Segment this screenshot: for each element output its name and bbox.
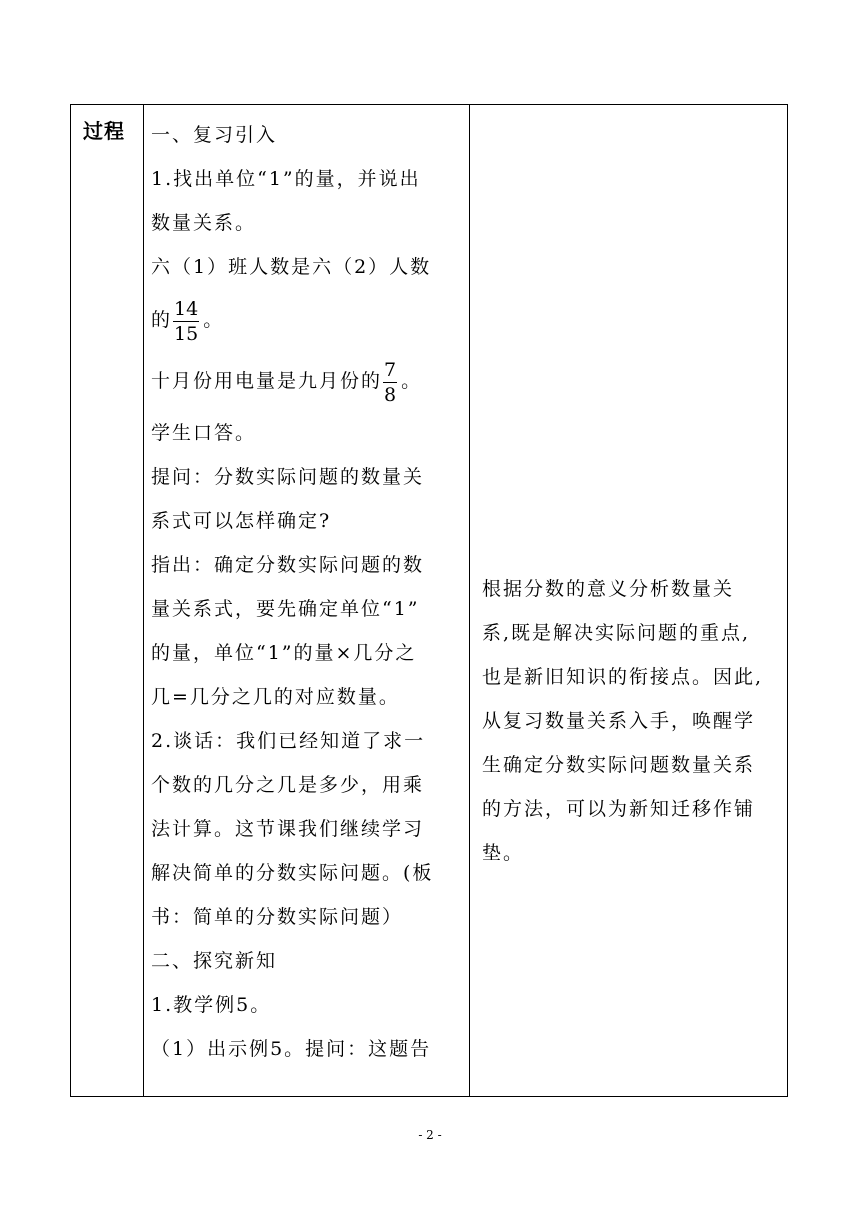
process-line: 学生口答。 bbox=[151, 422, 257, 444]
design-note-line: 根据分数的意义分析数量关 bbox=[482, 578, 735, 600]
process-line: 指出：确定分数实际问题的数 bbox=[151, 554, 425, 576]
process-line: 量关系式，要先确定单位“1” bbox=[151, 598, 420, 620]
lesson-plan-table bbox=[70, 104, 788, 1097]
process-line: 数量关系。 bbox=[151, 212, 257, 234]
process-line: 法计算。这节课我们继续学习 bbox=[151, 818, 425, 840]
process-line: 系式可以怎样确定? bbox=[151, 510, 332, 532]
process-line: （1）出示例5。提问：这题告 bbox=[151, 1038, 432, 1060]
fraction-numerator: 14 bbox=[174, 297, 199, 320]
process-line: 二、探究新知 bbox=[151, 950, 278, 972]
process-line: 1.教学例5。 bbox=[151, 994, 272, 1016]
design-note-line: 生确定分数实际问题数量关系 bbox=[482, 754, 756, 776]
process-line: 个数的几分之几是多少，用乘 bbox=[151, 774, 425, 796]
fraction bbox=[383, 358, 397, 407]
process-cell bbox=[144, 105, 470, 1097]
fraction-denominator: 8 bbox=[384, 383, 397, 406]
design-note-line: 垫。 bbox=[482, 842, 525, 864]
process-line: 提问：分数实际问题的数量关 bbox=[151, 466, 425, 488]
design-note-line: 也是新旧知识的衔接点。因此, bbox=[482, 666, 764, 688]
process-line: 的量，单位“1”的量×几分之 bbox=[151, 642, 417, 664]
design-note-line: 系,既是解决实际问题的重点, bbox=[482, 622, 751, 644]
phase-label: 过程 bbox=[83, 119, 125, 143]
design-note-line: 的方法，可以为新知迁移作铺 bbox=[482, 798, 756, 820]
process-line: 1.找出单位“1”的量，并说出 bbox=[151, 168, 421, 190]
design-note-line: 从复习数量关系入手，唤醒学 bbox=[482, 710, 756, 732]
fraction-prefix: 的 bbox=[151, 309, 173, 331]
process-line: 解决简单的分数实际问题。(板 bbox=[151, 862, 434, 884]
table-row bbox=[71, 105, 788, 1097]
page-number: - 2 - bbox=[418, 1128, 442, 1142]
fraction-suffix: 。 bbox=[203, 309, 225, 331]
fraction bbox=[173, 297, 199, 346]
design-note-cell bbox=[470, 105, 788, 1097]
process-line: 书：简单的分数实际问题） bbox=[151, 906, 404, 928]
process-line-fraction bbox=[151, 289, 463, 351]
phase-cell bbox=[71, 105, 144, 1097]
process-line: 一、复习引入 bbox=[151, 124, 278, 146]
process-line-fraction bbox=[151, 351, 463, 411]
fraction-denominator: 15 bbox=[174, 322, 199, 345]
process-line: 六（1）班人数是六（2）人数 bbox=[151, 256, 432, 278]
process-line: 2.谈话：我们已经知道了求一 bbox=[151, 730, 426, 752]
fraction-numerator: 7 bbox=[384, 358, 397, 381]
process-line: 几=几分之几的对应数量。 bbox=[151, 686, 400, 708]
fraction-suffix: 。 bbox=[401, 370, 423, 392]
fraction-prefix: 十月份用电量是九月份的 bbox=[151, 370, 383, 392]
